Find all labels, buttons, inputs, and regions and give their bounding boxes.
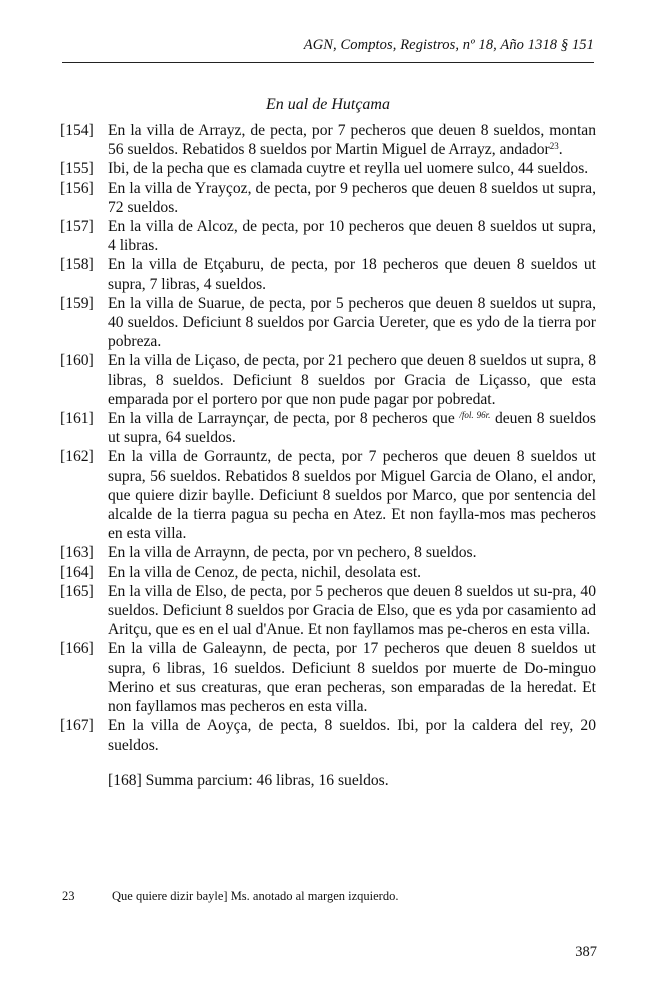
entry-number: [160] [60,352,94,370]
folio-marker: /fol. 96r. [459,410,491,421]
entry-text: En la villa de Gorrauntz, de pecta, por 7 pecheros que deuen 8 sueldos ut supra, 56 sueldos. Rebatidos 8 sueldos por Miguel Garcia de Olano, el andor, que quiere dizir baylle. Deficiunt 8 sueldos por Marco, que por sentencia del alcalde de la tierra pagua su pecha en Atez. Et non faylla-mos mas pecheros en esta villa. [108,448,596,543]
entry-161 [60,409,596,447]
entry-number: [166] [60,640,94,658]
entries-list [60,121,596,790]
summary-line: [168] Summa parcium: 46 libras, 16 sueldos. [108,771,389,789]
running-header: AGN, Comptos, Registros, nº 18, Año 1318 § 151 [303,37,594,53]
entry-text: En la villa de Alcoz, de pecta, por 10 pecheros que deuen 8 sueldos ut supra, 4 libras. [108,218,596,255]
entry-163 [60,543,596,562]
entry-166 [60,639,596,716]
footnote-ref[interactable]: 23 [549,141,559,152]
entry-164 [60,563,596,582]
entry-number: [156] [60,179,94,197]
entry-number: [161] [60,410,94,428]
entry-number: [154] [60,122,94,139]
entry-number: [158] [60,256,94,274]
entry-162 [60,447,596,543]
entry-number: [157] [60,218,94,236]
entry-158 [60,255,596,293]
header-rule [62,62,594,63]
entry-number: [155] [60,160,94,178]
entry-167 [60,716,596,754]
entry-text: En la villa de Larraynçar, de pecta, por 8 pecheros que $^{/fol. 96r.}$ deuen 8 sueldos ut supra, 64 sueldos. [108,410,596,447]
entry-number: [164] [60,563,94,581]
entry-160 [60,351,596,409]
entry-text: En la villa de Etçaburu, de pecta, por 18 pecheros que deuen 8 sueldos ut supra, 7 libras, 4 sueldos. [108,256,596,293]
entry-text: En la villa de Arraynn, de pecta, por vn pechero, 8 sueldos. [108,544,477,562]
entry-text: En la villa de Yrayçoz, de pecta, por 9 pecheros que deuen 8 sueldos ut supra, 72 sueldos. [108,179,596,216]
entry-text: En la villa de Galeaynn, de pecta, por 17 pecheros que deuen 8 sueldos ut supra, 6 libras, 16 sueldos. Deficiunt 8 sueldos por muerte de Do-minguo Merino et sus creaturas, que eran pecheras, son emparadas de la heredat. Et non fayllamos mas pecheros en esta villa. [108,640,596,716]
entry-text: En la villa de Liçaso, de pecta, por 21 pechero que deuen 8 sueldos ut supra, 8 libras, 8 sueldos. Deficiunt 8 sueldos por Gracia de Liçasso, que esta emparada por el portero por que non pude pagar por pobredat. [108,352,597,408]
entry-number: [165] [60,582,94,600]
entry-number: [162] [60,448,94,466]
section-title: En ual de Hutçama [266,96,390,113]
page-number: 387 [575,944,597,960]
entry-number: [163] [60,544,94,562]
entry-text: En la villa de Suarue, de pecta, por 5 pecheros que deuen 8 sueldos ut supra, 40 sueldos. Deficiunt 8 sueldos por Garcia Uereter, que es ydo de la tierra por pobreza. [108,294,596,351]
footnote-number: 23 [62,889,75,903]
footnote [62,889,398,904]
entry-159 [60,294,596,352]
entry-text: En la villa de Cenoz, de pecta, nichil, desolata est. [108,563,422,581]
entry-text: En la villa de Arrayz, de pecta, por 7 pecheros que deuen 8 sueldos, montan 56 sueldos. Rebatidos 8 sueldos por Martin Miguel de Arrayz, andador$^{23}$. [108,122,596,159]
entry-155 [60,159,596,178]
entry-165 [60,582,596,640]
entry-text: En la villa de Elso, de pecta, por 5 pecheros que deuen 8 sueldos ut su-pra, 40 sueldos. Deficiunt 8 sueldos por Gracia de Elso, que es yda por casamiento ad Aritçu, que es en el ual d'Anue. Et non fayllamos mas pe-cheros en esta villa. [108,582,596,639]
entry-text: En la villa de Aoyça, de pecta, 8 sueldos. Ibi, por la caldera del rey, 20 sueldos. [108,717,596,754]
entry-text: Ibi, de la pecha que es clamada cuytre et reylla uel uomere sulco, 44 sueldos. [108,160,589,178]
entry-number: [167] [60,717,94,735]
entry-154 [60,121,596,159]
entry-157 [60,217,596,255]
entry-156 [60,179,596,217]
footnote-text: Que quiere dizir bayle] Ms. anotado al margen izquierdo. [112,889,399,903]
entry-number: [159] [60,294,94,312]
